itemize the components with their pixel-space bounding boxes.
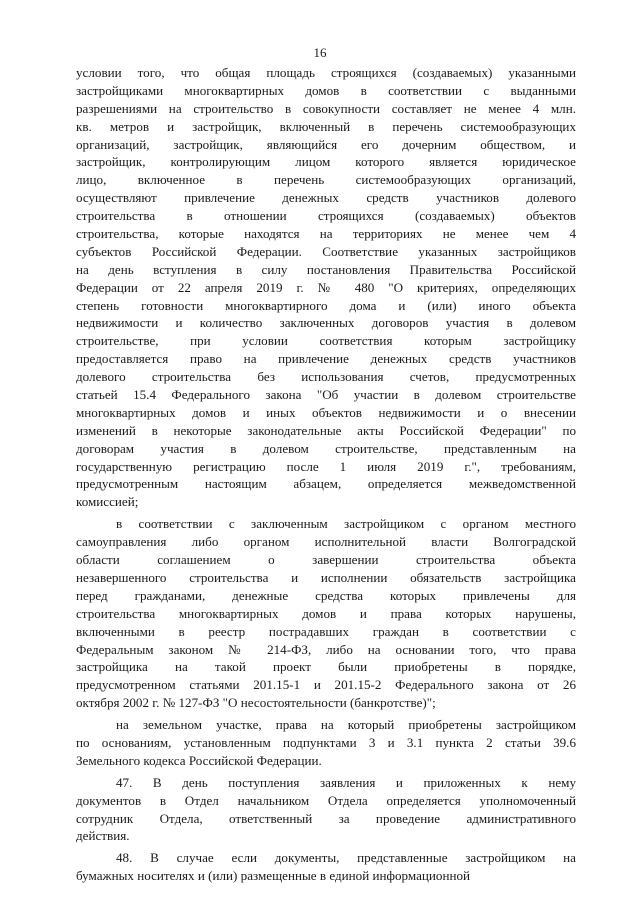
text-line: октября 2002 г. № 127-ФЗ "О несостоятельности (банкротстве)"; — [76, 695, 436, 711]
text-line: условии того, что общая площадь строящихся (создаваемых) указанными — [76, 65, 576, 80]
text-line: изменений в некоторые законодательные акты Российской Федерации" по — [76, 422, 576, 438]
text-line: недвижимости и количество заключенных договоров участия в долевом — [76, 315, 576, 331]
text-line: строительства в отношении строящихся (создаваемых) объектов — [76, 208, 576, 224]
text-line: Федерации от 22 апреля 2019 г. № 480 "О критериях, определяющих — [76, 279, 576, 295]
text-line: на земельном участке, права на который приобретены застройщиком — [116, 717, 576, 733]
text-line: включенными в реестр пострадавших граждан в соответствии с — [76, 623, 576, 639]
text-line: долевого строительства без использования счетов, предусмотренных — [76, 369, 576, 385]
text-line: документов в Отдел начальником Отдела определяется уполномоченный — [76, 792, 576, 808]
text-line: незавершенного строительства и исполнении обязательств застройщика — [76, 569, 576, 585]
paragraph — [76, 515, 576, 712]
text-line: кв. метров и застройщик, включенный в перечень системообразующих — [76, 118, 576, 134]
text-line: 48. В случае если документы, представленные застройщиком на — [116, 850, 576, 866]
text-line: многоквартирных домов и иных объектов недвижимости и о внесении — [76, 404, 576, 420]
text-line: перед гражданами, денежные средства которых привлечены для — [76, 587, 576, 603]
text-line: предусмотренным настоящим абзацем, определяется межведомственной — [76, 476, 576, 492]
text-line: комиссией; — [76, 494, 139, 510]
text-line: застройщика на такой проект были приобретены в порядке, — [76, 659, 576, 675]
document-text — [76, 64, 576, 885]
text-line: бумажных носителях и (или) размещенные в единой информационной — [76, 868, 471, 884]
text-line: на день вступления в силу постановления Правительства Российской — [76, 261, 576, 277]
text-line: в соответствии с заключенным застройщиком с органом местного — [116, 516, 576, 532]
text-line: предусмотренном статьями 201.15-1 и 201.15-2 Федерального закона от 26 — [76, 677, 576, 693]
text-line: сотрудник Отдела, ответственный за проведение административного — [76, 810, 576, 826]
paragraph — [76, 64, 576, 511]
text-line: застройщик, контролирующим лицом которого является юридическое — [76, 154, 576, 170]
text-line: самоуправления либо органом исполнительной власти Волгоградской — [76, 534, 576, 550]
page-number: 16 — [313, 45, 327, 60]
text-line: государственную регистрацию после 1 июля 2019 г.", требованиям, — [76, 458, 576, 474]
text-line: осуществляют привлечение денежных средств участников долевого — [76, 190, 576, 206]
text-line: строительства многоквартирных домов и права которых нарушены, — [76, 605, 576, 621]
paragraph — [76, 716, 576, 770]
text-line: организаций, застройщик, являющийся его дочерним обществом, и — [76, 136, 576, 152]
text-line: предоставляется право на привлечение денежных средств участников — [76, 351, 576, 367]
text-line: по основаниям, установленным подпунктами 3 и 3.1 пункта 2 статьи 39.6 — [76, 734, 576, 750]
text-line: лицо, включенное в перечень системообразующих организаций, — [76, 172, 576, 188]
text-line: 47. В день поступления заявления и приложенных к нему — [116, 774, 576, 790]
text-line: разрешениями на строительство в совокупности составляет не менее 4 млн. — [76, 100, 576, 116]
text-line: Земельного кодекса Российской Федерации. — [76, 752, 322, 768]
text-line: степень готовности многоквартирного дома и (или) иного объекта — [76, 297, 576, 313]
text-line: строительства, которые находятся на территориях не менее чем 4 — [76, 226, 576, 242]
text-line: строительстве, при условии соответствия которым застройщику — [76, 333, 576, 349]
text-line: застройщиками многоквартирных домов в соответствии с выданными — [76, 82, 576, 98]
text-line: договорам участия в долевом строительстве, представленным на — [76, 440, 576, 456]
paragraph — [76, 774, 576, 846]
text-line: субъектов Российской Федерации. Соответствие указанных застройщиков — [76, 243, 576, 259]
text-line: области соглашением о завершении строительства объекта — [76, 552, 576, 568]
text-line: Федеральным законом № 214-ФЗ, либо на основании того, что права — [76, 641, 576, 657]
text-line: действия. — [76, 828, 130, 844]
text-line: статьей 15.4 Федерального закона "Об участии в долевом строительстве — [76, 387, 576, 403]
paragraph — [76, 849, 576, 885]
